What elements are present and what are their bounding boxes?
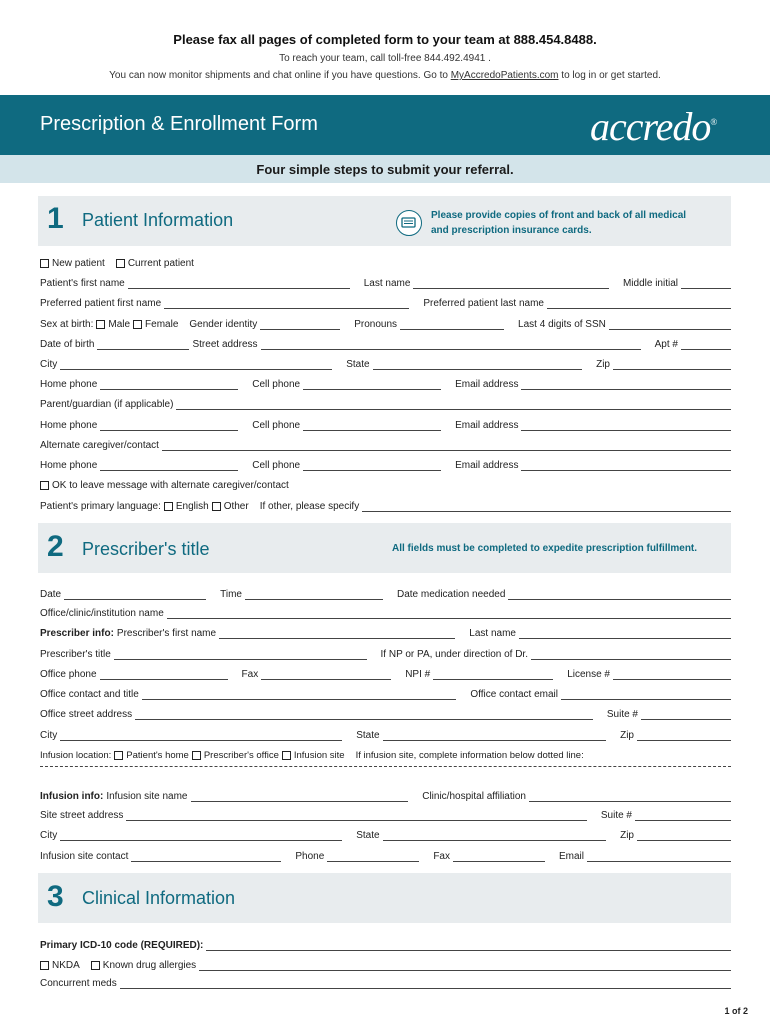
license-label: License #: [567, 669, 610, 680]
site-contact-field[interactable]: [131, 852, 281, 862]
date-field[interactable]: [64, 590, 206, 600]
cell-phone-label: Cell phone: [252, 379, 301, 390]
middle-initial-field[interactable]: [681, 279, 731, 289]
site-contact-row: [40, 846, 731, 862]
gender-field[interactable]: [260, 320, 340, 330]
alt-cell-phone-field[interactable]: [303, 461, 441, 471]
id-card-icon: [396, 210, 422, 236]
state-field[interactable]: [373, 360, 583, 370]
alt-cell-phone-label: Cell phone: [252, 460, 301, 471]
office-city-label: City: [40, 730, 58, 741]
email-label: Email address: [455, 379, 519, 390]
office-phone-field[interactable]: [100, 670, 228, 680]
section-2-number: 2: [47, 530, 64, 563]
known-allergies-label: Known drug allergies: [102, 960, 197, 971]
pref-last-field[interactable]: [547, 299, 731, 309]
npi-label: NPI #: [405, 669, 431, 680]
office-city-row: [40, 725, 731, 741]
site-city-label: City: [40, 830, 58, 841]
infusion-location-label: Infusion location:: [40, 750, 112, 761]
prescriber-first-name-label: Prescriber's first name: [116, 628, 217, 639]
office-email-field[interactable]: [561, 690, 731, 700]
gender-label: Gender identity: [189, 319, 258, 330]
dotted-divider: [40, 766, 731, 767]
office-state-field[interactable]: [383, 731, 607, 741]
alt-email-label: Email address: [455, 460, 519, 471]
alt-caregiver-field[interactable]: [162, 441, 731, 451]
icd-row: [40, 935, 731, 951]
zip-field[interactable]: [613, 360, 731, 370]
patient-type-row: [40, 253, 731, 269]
last-name-label: Last name: [363, 278, 411, 289]
section-3-number: 3: [47, 880, 64, 913]
license-field[interactable]: [613, 670, 731, 680]
pref-first-field[interactable]: [164, 299, 409, 309]
guardian-cell-phone-label: Cell phone: [252, 420, 301, 431]
middle-initial-label: Middle initial: [622, 278, 678, 289]
time-label: Time: [220, 589, 242, 600]
female-label: Female: [145, 319, 179, 330]
patient-phone-row: [40, 374, 731, 390]
cell-phone-field[interactable]: [303, 380, 441, 390]
affiliation-field[interactable]: [529, 792, 731, 802]
guardian-label: Parent/guardian (if applicable): [40, 399, 174, 410]
ssn-field[interactable]: [609, 320, 731, 330]
guardian-cell-phone-field[interactable]: [303, 421, 441, 431]
guardian-phone-row: [40, 415, 731, 431]
ok-message-checkbox[interactable]: [40, 481, 49, 490]
office-street-row: [40, 704, 731, 720]
sex-label: Sex at birth:: [40, 319, 94, 330]
office-name-row: [40, 603, 731, 619]
site-state-label: State: [356, 830, 380, 841]
office-name-field[interactable]: [167, 609, 731, 619]
dob-row: [40, 334, 731, 350]
site-contact-label: Infusion site contact: [40, 851, 129, 862]
prescriber-note: All fields must be completed to expedite prescription fulfillment.: [392, 543, 698, 554]
office-name-label: Office/clinic/institution name: [40, 608, 164, 619]
site-phone-label: Phone: [295, 851, 325, 862]
alt-email-field[interactable]: [521, 461, 731, 471]
patients-home-checkbox[interactable]: [114, 751, 123, 760]
prescriber-title-label: Prescriber's title: [40, 649, 111, 660]
site-name-field[interactable]: [191, 792, 409, 802]
office-street-label: Office street address: [40, 709, 133, 720]
guardian-field[interactable]: [176, 400, 731, 410]
allergies-row: [40, 955, 731, 971]
prescriber-last-name-label: Last name: [469, 628, 516, 639]
first-name-field[interactable]: [128, 279, 350, 289]
city-field[interactable]: [60, 360, 332, 370]
section-1-title: Patient Information: [82, 210, 234, 230]
city-label: City: [40, 359, 58, 370]
pronouns-label: Pronouns: [354, 319, 398, 330]
prescriber-last-name-field[interactable]: [519, 629, 731, 639]
known-allergies-checkbox[interactable]: [91, 961, 100, 970]
infusion-site-checkbox[interactable]: [282, 751, 291, 760]
street-label: Street address: [192, 339, 258, 350]
office-fax-field[interactable]: [261, 670, 391, 680]
current-patient-checkbox[interactable]: [116, 259, 125, 268]
last-name-field[interactable]: [413, 279, 609, 289]
new-patient-checkbox[interactable]: [40, 259, 49, 268]
guardian-home-phone-field[interactable]: [100, 421, 238, 431]
site-zip-field[interactable]: [637, 831, 731, 841]
site-street-row: [40, 805, 731, 821]
icd-label: Primary ICD-10 code (REQUIRED):: [40, 940, 204, 951]
state-label: State: [346, 359, 370, 370]
online-instruction: [0, 70, 770, 81]
office-zip-label: Zip: [620, 730, 634, 741]
office-suite-label: Suite #: [606, 709, 638, 720]
site-state-field[interactable]: [383, 831, 607, 841]
time-field[interactable]: [245, 590, 383, 600]
affiliation-label: Clinic/hospital affiliation: [422, 791, 526, 802]
sex-row: [40, 314, 731, 330]
male-label: Male: [108, 319, 131, 330]
concurrent-meds-row: [40, 973, 731, 989]
online-suffix: to log in or get started.: [561, 70, 661, 81]
alt-caregiver-label: Alternate caregiver/contact: [40, 440, 159, 451]
office-zip-field[interactable]: [637, 731, 731, 741]
np-pa-label: If NP or PA, under direction of Dr.: [380, 649, 528, 660]
office-state-label: State: [356, 730, 380, 741]
prescribers-office-checkbox[interactable]: [192, 751, 201, 760]
site-city-field[interactable]: [60, 831, 342, 841]
nkda-label: NKDA: [52, 960, 80, 971]
ssn-label: Last 4 digits of SSN: [518, 319, 606, 330]
site-phone-field[interactable]: [327, 852, 419, 862]
office-contact-field[interactable]: [142, 690, 457, 700]
office-fax-label: Fax: [241, 669, 259, 680]
guardian-row: [40, 394, 731, 410]
prescriber-info-label: Prescriber info:: [40, 628, 114, 639]
home-phone-field[interactable]: [100, 380, 238, 390]
other-language-field[interactable]: [362, 502, 731, 512]
ok-message-row: [40, 475, 731, 491]
npi-field[interactable]: [433, 670, 553, 680]
guardian-home-phone-label: Home phone: [40, 420, 98, 431]
date-row: [40, 584, 731, 600]
form-title: Prescription & Enrollment Form: [40, 113, 318, 135]
office-phone-row: [40, 664, 731, 680]
icd-field[interactable]: [206, 941, 731, 951]
office-contact-row: [40, 684, 731, 700]
street-field[interactable]: [261, 340, 641, 350]
registered-mark: ®: [710, 117, 717, 127]
alt-home-phone-label: Home phone: [40, 460, 98, 471]
site-suite-label: Suite #: [600, 810, 632, 821]
language-label: Patient's primary language:: [40, 501, 161, 512]
pronouns-field[interactable]: [400, 320, 504, 330]
male-checkbox[interactable]: [96, 320, 105, 329]
apt-label: Apt #: [654, 339, 678, 350]
np-pa-field[interactable]: [531, 650, 731, 660]
dob-field[interactable]: [97, 340, 189, 350]
patients-home-label: Patient's home: [126, 750, 189, 761]
patient-portal-link[interactable]: MyAccredoPatients.com: [450, 70, 559, 81]
email-field[interactable]: [521, 380, 731, 390]
concurrent-meds-label: Concurrent meds: [40, 978, 117, 989]
site-fax-label: Fax: [433, 851, 450, 862]
current-patient-label: Current patient: [127, 258, 194, 269]
prescriber-title-field[interactable]: [114, 650, 367, 660]
apt-field[interactable]: [681, 340, 731, 350]
other-language-label: Other: [223, 501, 249, 512]
prescriber-first-name-field[interactable]: [219, 629, 455, 639]
first-name-label: Patient's first name: [40, 278, 125, 289]
site-street-field[interactable]: [126, 811, 586, 821]
office-contact-label: Office contact and title: [40, 689, 139, 700]
infusion-location-row: [40, 745, 731, 761]
prescribers-office-label: Prescriber's office: [203, 750, 279, 761]
infusion-site-label: Infusion site: [293, 750, 345, 761]
office-city-field[interactable]: [60, 731, 342, 741]
nkda-checkbox[interactable]: [40, 961, 49, 970]
page-number: 1 of 2: [724, 1006, 748, 1016]
pref-first-label: Preferred patient first name: [40, 298, 162, 309]
logo-text: accredo: [590, 104, 711, 149]
site-city-row: [40, 825, 731, 841]
pref-last-label: Preferred patient last name: [423, 298, 544, 309]
alt-phone-row: [40, 455, 731, 471]
site-email-field[interactable]: [587, 852, 731, 862]
accredo-logo: [590, 103, 716, 150]
ok-message-label: OK to leave message with alternate caregiver/contact: [52, 480, 289, 491]
preferred-name-row: [40, 293, 731, 309]
language-row: [40, 496, 731, 512]
infusion-info-label: Infusion info:: [40, 791, 104, 802]
other-language-checkbox[interactable]: [212, 502, 221, 511]
dob-label: Date of birth: [40, 339, 95, 350]
guardian-email-label: Email address: [455, 420, 519, 431]
site-suite-field[interactable]: [635, 811, 731, 821]
site-fax-field[interactable]: [453, 852, 545, 862]
home-phone-label: Home phone: [40, 379, 98, 390]
concurrent-meds-field[interactable]: [120, 979, 731, 989]
if-other-label: If other, please specify: [259, 501, 360, 512]
date-needed-field[interactable]: [508, 590, 731, 600]
guardian-email-field[interactable]: [521, 421, 731, 431]
prescriber-name-row: [40, 623, 731, 639]
insurance-card-note: Please provide copies of front and back of all medical and prescription insurance cards.: [431, 210, 687, 236]
date-needed-label: Date medication needed: [396, 589, 506, 600]
site-name-label: Infusion site name: [106, 791, 188, 802]
site-street-label: Site street address: [40, 810, 124, 821]
section-3-title: Clinical Information: [82, 888, 236, 908]
english-checkbox[interactable]: [164, 502, 173, 511]
office-suite-field[interactable]: [641, 710, 731, 720]
patient-name-row: [40, 273, 731, 289]
if-site-note: If infusion site, complete information below dotted line:: [355, 750, 584, 761]
date-label: Date: [40, 589, 62, 600]
office-street-field[interactable]: [135, 710, 593, 720]
city-row: [40, 354, 731, 370]
section-2-title: Prescriber's title: [82, 539, 210, 559]
female-checkbox[interactable]: [133, 320, 142, 329]
steps-heading: Four simple steps to submit your referral.: [256, 162, 514, 177]
site-zip-label: Zip: [620, 830, 634, 841]
known-allergies-field[interactable]: [199, 961, 731, 971]
new-patient-label: New patient: [52, 258, 105, 269]
prescriber-title-row: [40, 644, 731, 660]
online-prefix: You can now monitor shipments and chat online if you have questions. Go to: [109, 70, 448, 81]
fax-instruction: Please fax all pages of completed form to your team at 888.454.8488.: [173, 32, 597, 47]
section-1-number: 1: [47, 202, 64, 235]
alt-caregiver-row: [40, 435, 731, 451]
phone-instruction: To reach your team, call toll-free 844.492.4941 .: [279, 53, 491, 64]
site-email-label: Email: [558, 851, 584, 862]
english-label: English: [175, 501, 209, 512]
zip-label: Zip: [596, 359, 610, 370]
office-email-label: Office contact email: [470, 689, 558, 700]
office-phone-label: Office phone: [40, 669, 97, 680]
alt-home-phone-field[interactable]: [100, 461, 238, 471]
infusion-site-row: [40, 786, 731, 802]
